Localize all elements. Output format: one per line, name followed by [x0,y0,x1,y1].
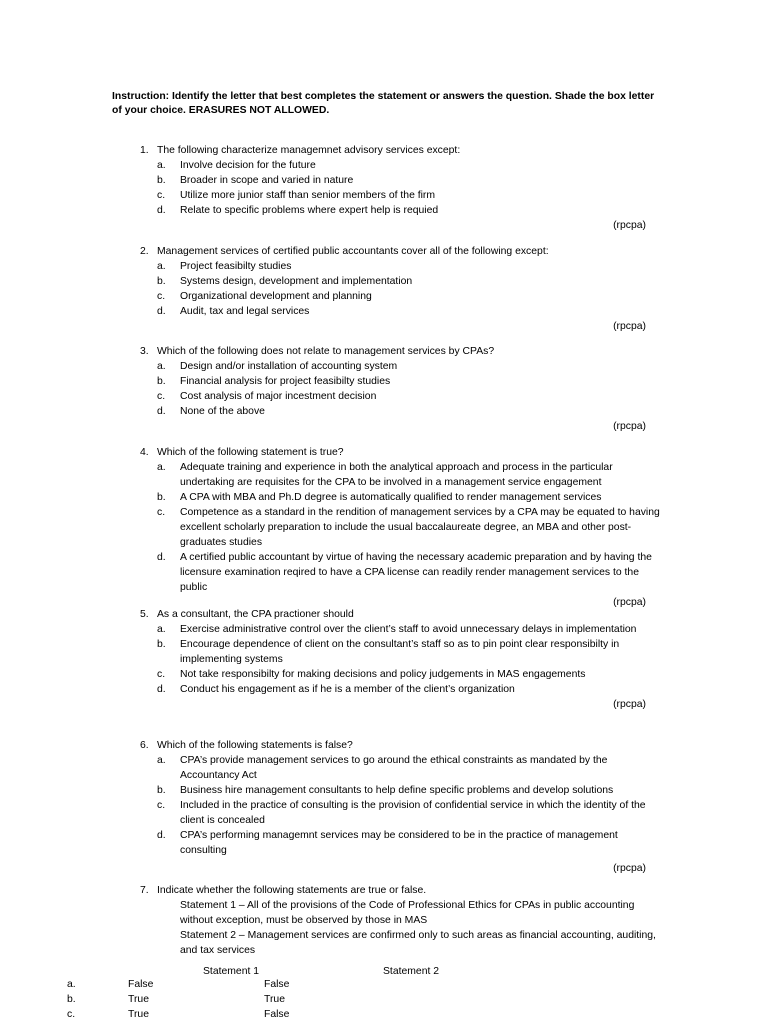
option-letter: c. [157,391,166,402]
question-number: 1. [140,145,149,156]
question-5 [140,607,660,712]
source-label: (rpcpa) [613,220,646,231]
answer-row-a [0,977,768,992]
question-number: 2. [140,246,149,257]
option-text: Project feasibilty studies [180,261,292,272]
option-a [157,460,660,490]
question-stem [140,738,660,753]
answer-letter: b. [67,994,76,1005]
option-letter: d. [157,406,166,417]
answer-row-c [0,1007,768,1022]
option-letter: a. [157,624,166,635]
answer-row-b [0,992,768,1007]
question-text: The following characterize managemnet advisory services except: [157,145,461,156]
option-a [157,158,660,173]
option-b [157,783,660,798]
option-letter: c. [157,669,166,680]
option-text: CPA’s provide management services to go around the ethical constraints as mandated by the Accountancy Act [180,755,608,781]
option-c [157,289,660,304]
option-d [157,550,660,595]
option-b [157,173,660,188]
option-c [157,798,660,828]
option-letter: c. [157,190,166,201]
question-number: 4. [140,447,149,458]
option-c [157,389,660,404]
option-a [157,753,660,783]
option-letter: d. [157,306,166,317]
option-letter: c. [157,800,166,811]
option-text: Competence as a standard in the rendition of management services by a CPA may be equated to having excellent scholarly preparation to include the usual baccalaureate degree, an MBA and other post-graduates studies [180,507,660,548]
option-letter: b. [157,492,166,503]
option-d [157,682,660,697]
option-text: Included in the practice of consulting is the provision of confidential service in which the identity of the client is concealed [180,800,646,826]
option-text: CPA’s performing managemnt services may be considered to be in the practice of management consulting [180,830,618,856]
option-letter: d. [157,830,166,841]
statement-2-value: False [264,1009,290,1020]
answer-letter: a. [67,979,76,990]
question-stem [140,883,660,898]
question-stem [140,344,660,359]
question-stem [140,143,660,158]
option-letter: b. [157,785,166,796]
option-letter: a. [157,462,166,473]
option-d [157,404,660,419]
question-number: 5. [140,609,149,620]
option-letter: d. [157,552,166,563]
source-label: (rpcpa) [613,699,646,710]
question-number: 6. [140,740,149,751]
option-text: A CPA with MBA and Ph.D degree is automatically qualified to render management services [180,492,602,503]
option-text: Audit, tax and legal services [180,306,310,317]
option-d [157,203,660,218]
question-text: As a consultant, the CPA practioner should [157,609,354,620]
option-text: Adequate training and experience in both the analytical approach and process in the particular undertaking are requisites for the CPA to be involved in a management service engagement [180,462,613,488]
statement-2: Statement 2 – Management services are confirmed only to such areas as financial accounting, auditing, and tax services [180,930,656,956]
option-text: A certified public accountant by virtue of having the necessary academic preparation and by having the licensure examination reqired to have a CPA license can readily render management services to the public [180,552,652,593]
option-letter: a. [157,261,166,272]
question-text: Which of the following statement is true? [157,447,344,458]
question-stem [140,244,660,259]
question-text: Which of the following statements is false? [157,740,353,751]
statement-2-header: Statement 2 [383,966,440,977]
option-text: Encourage dependence of client on the consultant’s staff so as to pin point clear responsibilty in implementing systems [180,639,620,665]
option-b [157,490,660,505]
statement-2-value: False [264,979,290,990]
answer-letter: c. [67,1009,76,1020]
option-text: Relate to specific problems where expert help is requied [180,205,439,216]
option-letter: a. [157,361,166,372]
statement-1-value: True [128,994,149,1005]
option-d [157,828,660,858]
option-d [157,304,660,319]
source-label: (rpcpa) [613,597,646,608]
option-letter: d. [157,684,166,695]
question-stem [140,445,660,460]
statement-1-value: False [128,979,154,990]
question-7 [140,883,660,958]
source-label: (rpcpa) [613,321,646,332]
instruction-text: Instruction: Identify the letter that best completes the statement or answers the question. Shade the box letter of your choice. ERASURES NOT ALLOWED. [112,91,655,116]
option-a [157,259,660,274]
option-letter: a. [157,160,166,171]
option-letter: a. [157,755,166,766]
question-text: Indicate whether the following statements are true or false. [157,885,427,896]
question-text: Which of the following does not relate to management services by CPAs? [157,346,495,357]
question-4 [140,445,660,610]
option-c [157,188,660,203]
option-text: Utilize more junior staff than senior members of the firm [180,190,436,201]
option-c [157,505,660,550]
question-1 [140,143,660,233]
option-text: Cost analysis of major incestment decision [180,391,377,402]
option-a [157,622,660,637]
statement-1: Statement 1 – All of the provisions of the Code of Professional Ethics for CPAs in public accounting without exception, must be observed by those in MAS [180,900,635,926]
option-a [157,359,660,374]
option-text: Not take responsibilty for making decisions and policy judgements in MAS engagements [180,669,586,680]
question-2 [140,244,660,334]
source-label: (rpcpa) [613,863,646,874]
option-text: Broader in scope and varied in nature [180,175,354,186]
question-3 [140,344,660,434]
option-text: Exercise administrative control over the client’s staff to avoid unnecessary delays in implementation [180,624,637,635]
option-b [157,274,660,289]
statement-2-value: True [264,994,285,1005]
option-letter: b. [157,276,166,287]
question-6 [140,738,660,876]
option-text: Financial analysis for project feasibilty studies [180,376,391,387]
option-c [157,667,660,682]
option-letter: b. [157,376,166,387]
option-letter: b. [157,639,166,650]
option-text: Conduct his engagement as if he is a member of the client’s organization [180,684,515,695]
option-text: Involve decision for the future [180,160,316,171]
option-letter: c. [157,507,166,518]
question-number: 3. [140,346,149,357]
option-letter: b. [157,175,166,186]
option-letter: d. [157,205,166,216]
option-letter: c. [157,291,166,302]
option-text: Design and/or installation of accounting system [180,361,398,372]
source-label: (rpcpa) [613,421,646,432]
question-text: Management services of certified public accountants cover all of the following except: [157,246,549,257]
question-number: 7. [140,885,149,896]
question-stem [140,607,660,622]
statement-1-header: Statement 1 [203,966,260,977]
option-text: Systems design, development and implementation [180,276,413,287]
option-text: Organizational development and planning [180,291,372,302]
statement-1-value: True [128,1009,149,1020]
option-b [157,374,660,389]
option-text: None of the above [180,406,265,417]
option-b [157,637,660,667]
option-text: Business hire management consultants to help define specific problems and develop solutions [180,785,614,796]
